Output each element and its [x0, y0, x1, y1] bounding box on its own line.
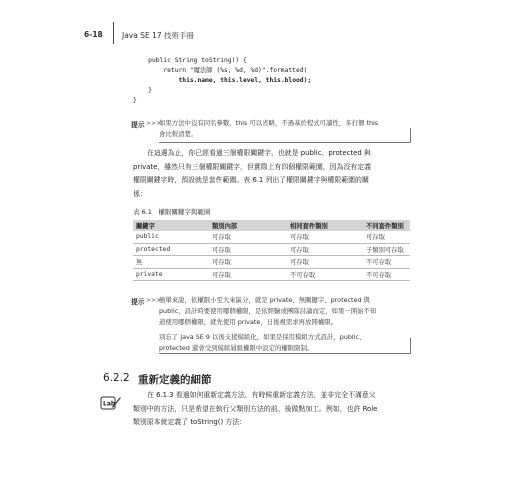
paragraph-line: 類別中的方法，只是希望在執行父類別方法的前、後做點加工。例如，也許 Role: [133, 404, 378, 413]
table-cell: protected: [133, 243, 209, 256]
tip-paragraph: [159, 332, 409, 354]
paragraph-line: 在 6.1.3 看過如何重新定義方法，有時候重新定義方法，並非完全不滿意父: [147, 391, 376, 399]
section-title: 重新定義的細節: [138, 374, 212, 386]
table-cell: 可存取: [209, 268, 287, 281]
table-cell: 可存取: [209, 231, 287, 243]
section-number: 6.2.2: [103, 372, 130, 384]
table-cell: 不可存取: [363, 268, 410, 281]
lab-icon: [100, 393, 122, 413]
tip-text-line: protected 還會受到模組層級權限中設定的權限限制。: [159, 344, 314, 352]
table-cell: private: [133, 268, 209, 281]
paragraph-line: 權限關鍵字時，預設就是套件範圍。表 6.1 列出了權限關鍵字與權限範圍的關: [133, 176, 369, 184]
table-cell: 不可存取: [287, 268, 363, 281]
page-number: 6-18: [84, 30, 103, 39]
paragraph-line: 係：: [133, 189, 147, 198]
lab-icon-label: Lab: [103, 400, 116, 408]
table-row: [133, 268, 410, 281]
table-cell: 可存取: [363, 231, 410, 243]
tip-arrow-icon: >>>: [146, 297, 162, 304]
table-header-row: [133, 220, 410, 231]
table-cell: 無: [133, 256, 209, 269]
table-cell: public: [133, 231, 209, 243]
header-divider: [113, 22, 114, 44]
table-header-cell: 關鍵字: [133, 220, 209, 231]
code-line: return "魔法師 (%s, %d, %d)".formatted(: [133, 67, 308, 74]
table-cell: 可存取: [287, 243, 363, 256]
table-cell: 可存取: [209, 256, 287, 269]
code-line: this.name, this.level, this.blood);: [133, 77, 312, 84]
table-row: [133, 243, 410, 256]
table-cell: 可存取: [287, 231, 363, 243]
book-title: Java SE 17 技術手冊: [122, 31, 195, 40]
table-row: [133, 231, 410, 243]
paragraph-line: 在這邊為止，你已經看過三個權限關鍵字，也就是 public、protected 與: [147, 149, 371, 157]
body-paragraph: [133, 147, 410, 201]
body-paragraph: [133, 389, 410, 430]
table-cell: 可存取: [287, 256, 363, 269]
tip-border: [159, 142, 411, 143]
tip-text-line: 別忘了 Java SE 9 以後支援模組化，如果是採用模組方式設計，public、: [159, 333, 366, 341]
tip-arrow-icon: >>>: [146, 120, 162, 127]
table-cell: 子類別可存取: [363, 243, 410, 256]
paragraph-line: private，雖然只有三個權限關鍵字，但實際上有四個權限範圍，因為沒有定義: [133, 162, 371, 171]
tip-text-line: 簡單來說，依權限小至大來區分，就是 private、無關鍵字、protected 與: [159, 296, 370, 304]
tip-label: 提示: [131, 121, 145, 129]
tip-text-line: 如果方法中沒有同名參數，this 可以省略，不過基於程式可讀性，多打個 this: [159, 119, 379, 127]
tip-paragraph: [159, 295, 409, 328]
table-cell: 不可存取: [363, 256, 410, 269]
code-line: public String toString() {: [133, 57, 247, 64]
tip-label: 提示: [131, 298, 145, 306]
table-header-cell: 相同套件類別: [287, 220, 363, 231]
table-header-cell: 類別內部: [209, 220, 287, 231]
tip-text-line: 會比較清楚。: [159, 130, 198, 138]
tip-border: [410, 338, 411, 353]
code-line: }: [133, 87, 152, 94]
tip-border: [410, 128, 411, 142]
code-block: [133, 56, 311, 106]
tip-text-line: 道使用哪個權限，就先使用 private，日後視需求再放開權限。: [159, 318, 338, 326]
permission-table: [133, 220, 410, 281]
paragraph-line: 類別原本就定義了 toString() 方法：: [133, 418, 247, 426]
table-caption: 表 6.1 權限關鍵字與範圍: [133, 208, 211, 216]
code-line: }: [133, 97, 137, 104]
tip-border: [159, 353, 411, 354]
table-header-cell: 不同套件類別: [363, 220, 410, 231]
table-row: [133, 256, 410, 269]
table-cell: 可存取: [209, 243, 287, 256]
tip-text-line: public，設計時要使用哪個權限，是依經驗或團隊討論而定，如果一開始不知: [159, 307, 377, 315]
